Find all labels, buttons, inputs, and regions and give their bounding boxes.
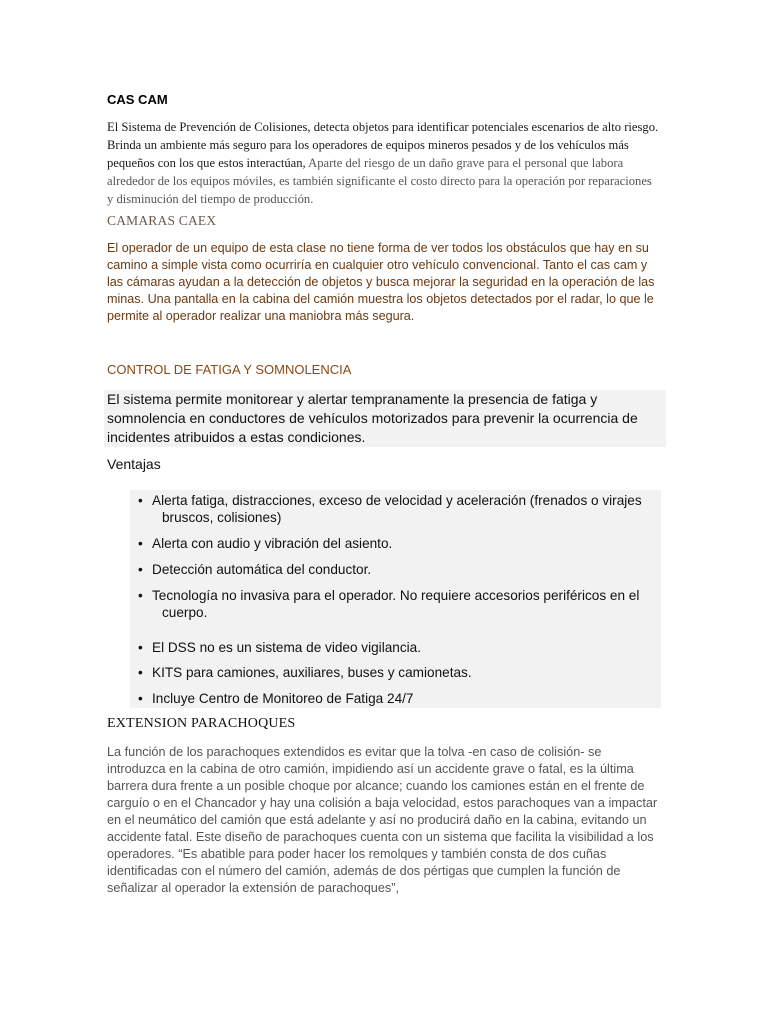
section-heading-fatiga: CONTROL DE FATIGA Y SOMNOLENCIA [107, 362, 352, 377]
list-item: • Incluye Centro de Monitoreo de Fatiga 24/7 [138, 691, 414, 706]
section-heading-camaras: CAMARAS CAEX [107, 213, 217, 228]
list-item: • Tecnología no invasiva para el operador. No requiere accesorios periféricos en el cuerpo. [138, 588, 640, 620]
ventajas-label: Ventajas [107, 456, 161, 472]
camaras-paragraph: El operador de un equipo de esta clase no tiene forma de ver todos los obstáculos que hay en su camino a simple vista como ocurriría en cualquier otro vehículo convencional. Tanto el cas cam y las cámaras ayudan a la detección de objetos y busca mejorar la seguridad en la operación de las minas. Una pantalla en la cabina del camión muestra los objetos detectados por el radar, lo que le permite al operador realizar una maniobra más segura. [107, 241, 655, 323]
benefits-list [130, 490, 661, 708]
bullet-icon: • [138, 640, 143, 655]
bullet-icon: • [138, 691, 143, 706]
bullet-icon: • [138, 493, 143, 508]
cas-cam-intro-grey: Aparte del riesgo de un daño grave para el personal que labora alrededor de los equipos móviles, es también significante el costo directo para la operación por reparaciones y disminución del tiempo de producción. [107, 156, 652, 206]
bullet-icon: • [138, 536, 143, 551]
fatiga-intro-paragraph: El sistema permite monitorear y alertar tempranamente la presencia de fatiga y somnolencia en conductores de vehículos motorizados para prevenir la ocurrencia de incidentes atribuidos a estas condiciones. [104, 390, 666, 447]
parachoques-paragraph: La función de los parachoques extendidos es evitar que la tolva -en caso de colisión- se introduzca en la cabina de otro camión, impidiendo así un accidente grave o fatal, es la última barrera dura frente a un posible choque por alcance; cuando los camiones están en el frente de carguío o en el Chancador y hay una colisión a baja velocidad, estos parachoques van a impactar en el neumático del camión que está adelante y así no producirá daño en la cabina, evitando un accidente fatal. Este diseño de parachoques cuenta con un sistema que facilita la visibilidad a los operadores. “Es abatible para poder hacer los remolques y también consta de dos cuñas identificadas con el número del camión, además de dos pértigas que cumplen la función de señalizar al operador la extensión de parachoques”, [107, 745, 658, 895]
section-title-cas-cam: CAS CAM [107, 92, 168, 107]
bullet-icon: • [138, 562, 143, 577]
list-item: • El DSS no es un sistema de video vigilancia. [138, 640, 421, 655]
list-item: • Alerta con audio y vibración del asiento. [138, 536, 393, 551]
cas-cam-intro-main: El Sistema de Prevención de Colisiones, detecta objetos para identificar potenciales escenarios de alto riesgo. Brinda un ambiente más seguro para los operadores de equipos mineros pesados y de los vehículos más pequeños con los que estos interactúan, [107, 120, 659, 170]
bullet-icon: • [138, 588, 143, 603]
list-item: • Detección automática del conductor. [138, 562, 372, 577]
list-item: • Alerta fatiga, distracciones, exceso de velocidad y aceleración (frenados o virajes bruscos, colisiones) [138, 493, 642, 525]
section-heading-parachoques: EXTENSION PARACHOQUES [107, 716, 296, 731]
list-item: • KITS para camiones, auxiliares, buses y camionetas. [138, 665, 472, 680]
bullet-icon: • [138, 665, 143, 680]
cas-cam-intro-paragraph [107, 118, 659, 208]
